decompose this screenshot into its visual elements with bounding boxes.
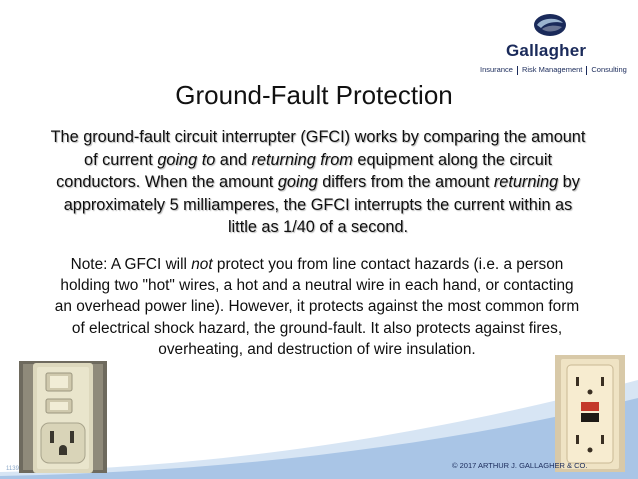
logo-wordmark: Gallagher: [506, 41, 587, 60]
text-run: equipment along the circuit conductors. When the amount: [56, 150, 552, 191]
emphasis-going: going: [277, 173, 318, 191]
text-run: by approximately 5 milliamperes, the GFCI interrupts the current within as little as 1/40 of a second.: [63, 173, 580, 236]
tagline-consulting: Consulting: [591, 65, 627, 74]
tagline-insurance: Insurance: [480, 65, 513, 74]
tagline-divider: [517, 66, 518, 75]
tagline-divider: [586, 66, 587, 75]
emphasis-returning: returning: [493, 173, 559, 191]
logo-taglines: [480, 65, 627, 75]
text-run: The ground-fault circuit interrupter (GFCI) works by comparing the amount of current: [50, 128, 586, 169]
slide-title: Ground-Fault Protection: [175, 80, 453, 110]
emphasis-returning-from: returning from: [251, 150, 353, 169]
copyright-notice: © 2017 ARTHUR J. GALLAGHER & CO.: [452, 461, 588, 470]
text-run: and: [215, 150, 252, 169]
gfci-outlet-photo-right: [555, 355, 625, 472]
emphasis-going-to: going to: [157, 150, 216, 169]
gfci-outlet-photo-left: [19, 361, 107, 473]
gfci-explanation-paragraph: [48, 126, 588, 239]
tagline-risk-management: Risk Management: [521, 65, 583, 74]
text-run: differs from the amount: [317, 173, 494, 191]
emphasis-not: not: [191, 256, 213, 273]
slide-number: 1139: [6, 466, 19, 472]
gallagher-emblem-icon: [532, 12, 568, 38]
text-run: protect you from line contact hazards (i.e. a person holding two "hot" wires, a hot and a neutral wire in each hand, or contacting an overhead power line). However, it protects against the most common form of electrical shock hazard, the ground-fault. It also protects against fires, overheating, and destruction of wire insulation.: [54, 256, 580, 358]
gallagher-logo: [480, 8, 630, 78]
text-run: Note: A GFCI will: [70, 256, 192, 273]
gfci-note-paragraph: [52, 254, 582, 360]
